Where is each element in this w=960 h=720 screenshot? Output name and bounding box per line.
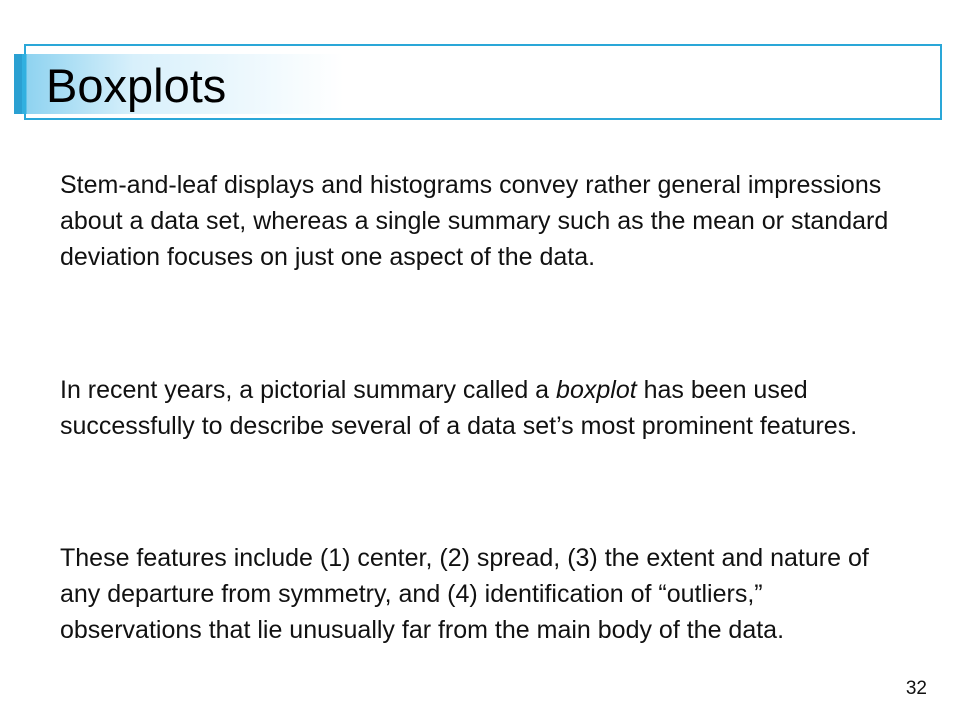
body-paragraph-1: Stem-and-leaf displays and histograms convey rather general impressions about a data set, whereas a single summary such as the mean or standard deviation focuses on just one aspect of the data.: [60, 171, 889, 271]
paragraph-2-text-end: has been used successfully to describe several of a data set’s most prominent features.: [60, 376, 858, 440]
slide-title: Boxplots: [46, 59, 227, 112]
paragraph-2-text-start: In recent years, a pictorial summary called a: [60, 376, 557, 404]
body-paragraph-3: These features include (1) center, (2) spread, (3) the extent and nature of any departure from symmetry, and (4) identification of “outliers,” observations that lie unusually far from the main body of the data.: [60, 544, 869, 644]
boxplot-term: boxplot: [556, 376, 637, 404]
title-accent-edge: [14, 54, 22, 114]
body-paragraph-2: [60, 372, 910, 444]
page-number: 32: [905, 678, 927, 699]
